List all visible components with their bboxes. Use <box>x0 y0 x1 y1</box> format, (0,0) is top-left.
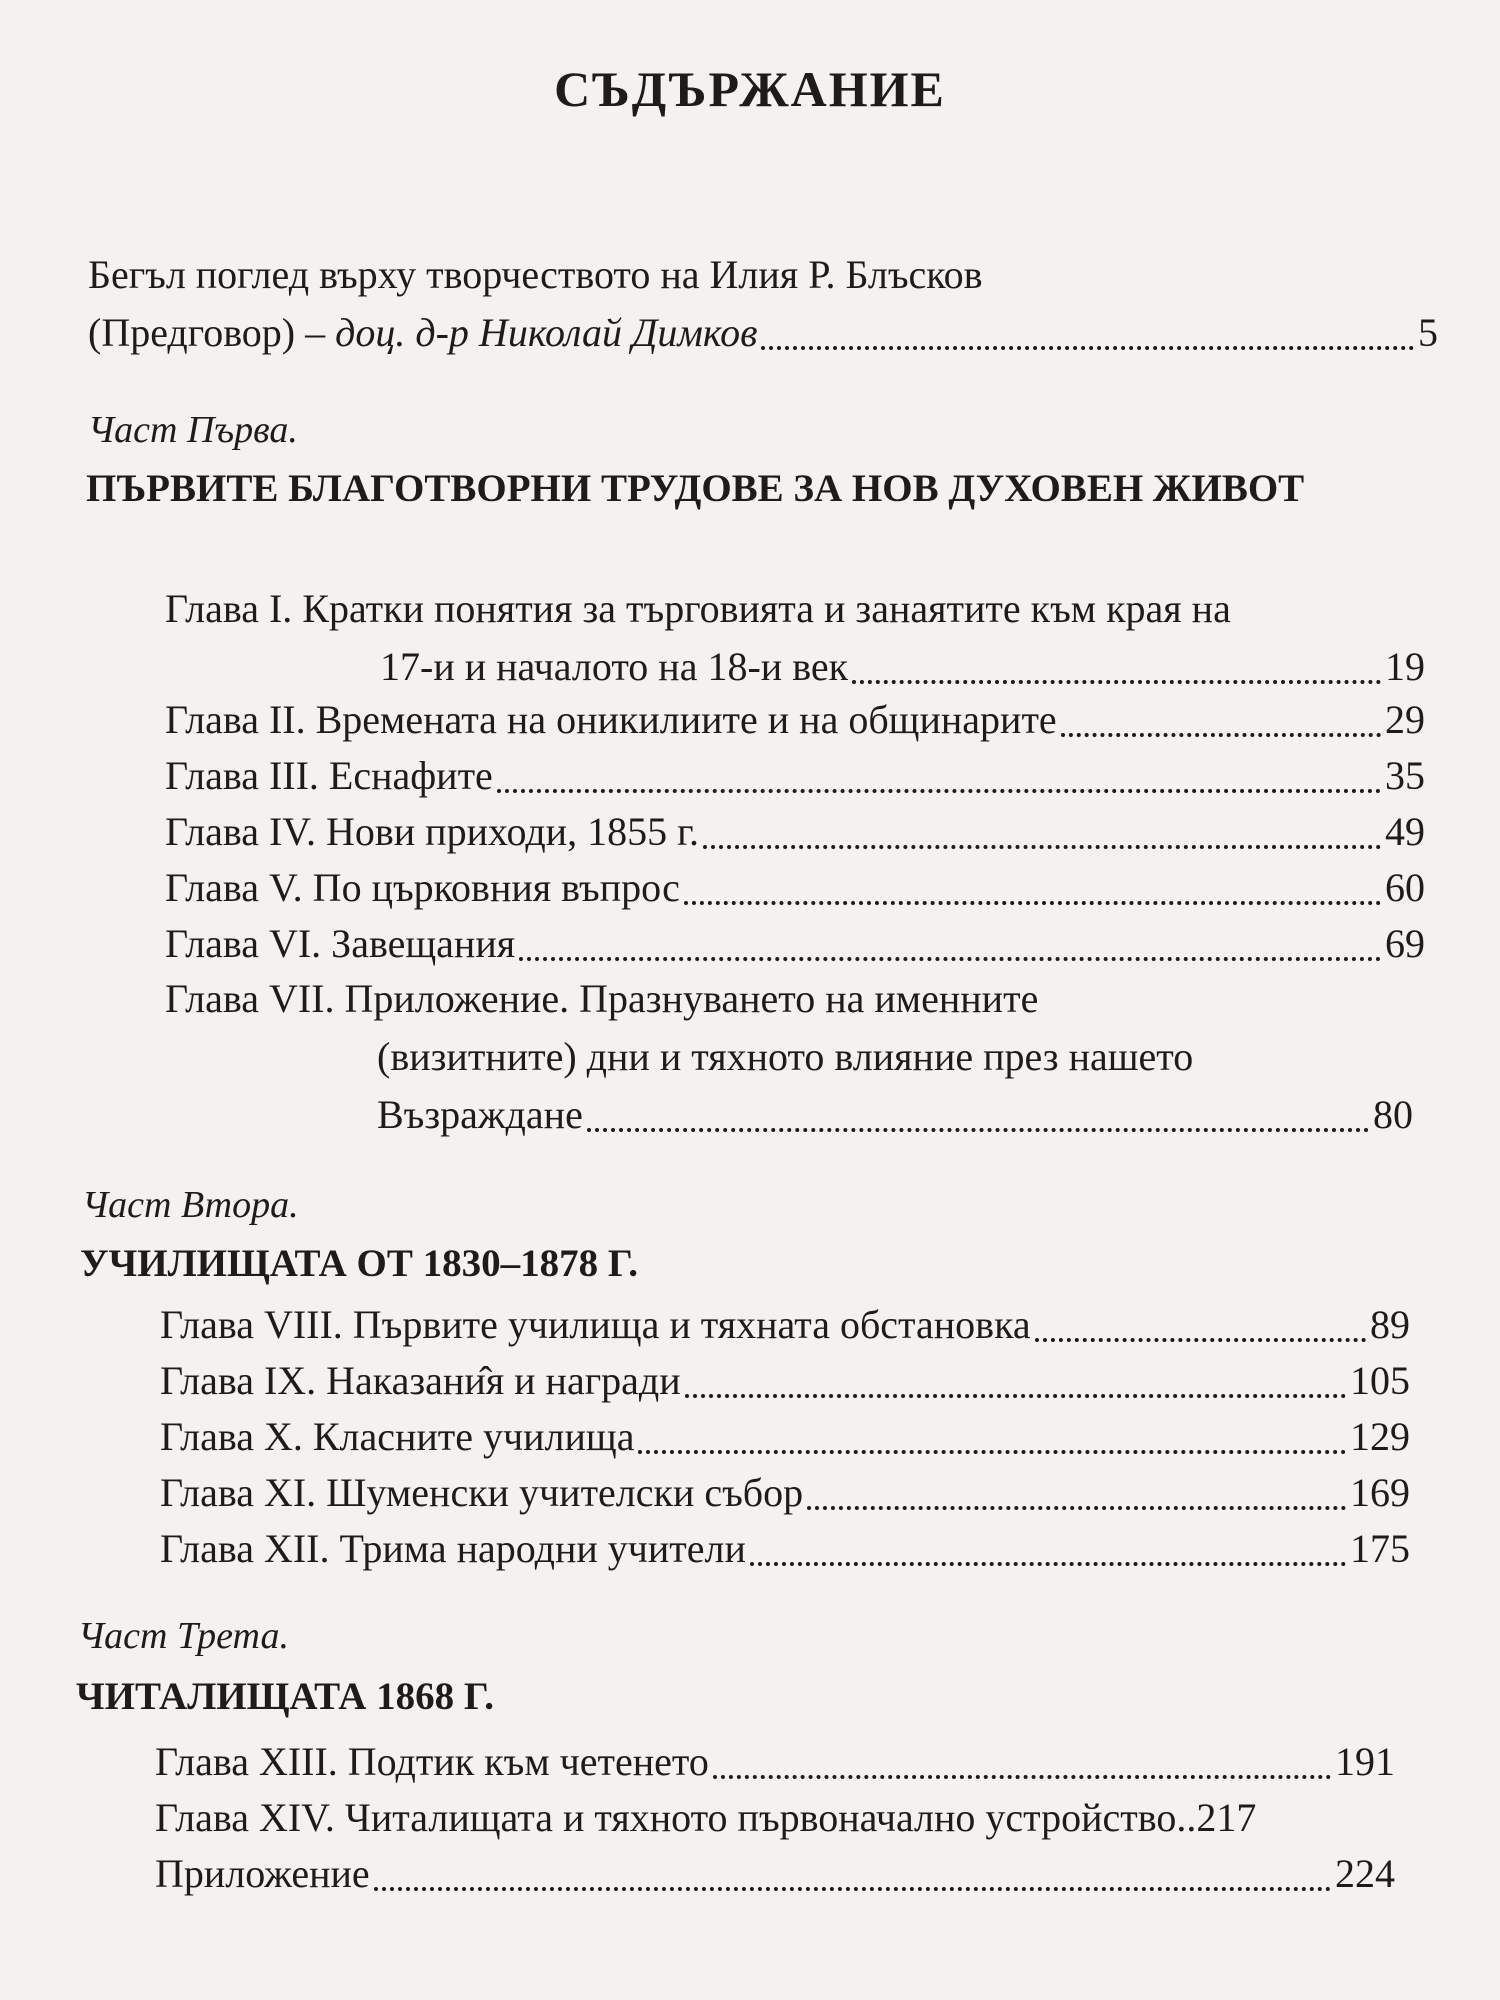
leader-dots <box>685 1394 1346 1398</box>
toc-entry <box>165 691 1425 749</box>
page-number: 80 <box>1373 1092 1413 1137</box>
toc-entry <box>165 915 1425 973</box>
page-number: 29 <box>1385 697 1425 742</box>
toc-entry <box>160 1520 1410 1578</box>
page-number: 49 <box>1385 809 1425 854</box>
chapter-label: Глава IV. Нови приходи, 1855 г. <box>165 809 699 854</box>
page-number: 217 <box>1196 1795 1257 1840</box>
page-number: 175 <box>1350 1526 1410 1571</box>
toc-entry <box>165 747 1425 805</box>
toc-entry <box>165 859 1425 917</box>
toc-entry <box>160 1464 1410 1522</box>
leader-dots <box>684 901 1381 905</box>
chapter-label: Глава V. По църковния въпрос <box>165 865 680 910</box>
part-label: Част Първа. <box>88 409 298 451</box>
chapter-label: Глава XIII. Подтик към четенето <box>155 1739 709 1784</box>
chapter-label: Глава I. Кратки понятия за търговията и занаятите към края на <box>165 586 1231 631</box>
page-number: 19 <box>1385 644 1425 689</box>
chapter-label: Глава X. Класните училища <box>160 1414 635 1459</box>
chapter-label: Глава II. Времената на оникилиите и на общинарите <box>165 697 1057 742</box>
page-number: 105 <box>1350 1358 1410 1403</box>
toc-entry <box>160 1296 1410 1354</box>
preface-author: доц. д-р Николай Димков <box>335 310 758 355</box>
page-number: 224 <box>1335 1851 1395 1896</box>
part-label: Част Втора. <box>82 1184 299 1226</box>
chapter-label: Глава IX. Наказани̂я и награди <box>160 1358 681 1403</box>
toc-entry <box>165 580 1425 696</box>
toc-entry <box>155 1789 1395 1847</box>
chapter-label: Глава XII. Трима народни учители <box>160 1526 746 1571</box>
leader-dots <box>713 1775 1331 1779</box>
toc-entry <box>165 803 1425 861</box>
leader-dots <box>497 789 1381 793</box>
chapter-label-cont: (визитните) дни и тяхното влияние през нашето <box>377 1034 1194 1079</box>
chapter-label: Глава VI. Завещания <box>165 921 516 966</box>
page-number: 129 <box>1350 1414 1410 1459</box>
toc-entry <box>160 1352 1410 1410</box>
chapter-label-cont: Възраждане <box>377 1092 583 1137</box>
toc-entry <box>155 1733 1395 1791</box>
part-title: ЧИТАЛИЩАТА 1868 Г. <box>76 1675 495 1718</box>
chapter-label: Глава XIV. Читалищата и тяхното първоначално устройство.. <box>155 1795 1197 1840</box>
leader-dots <box>1035 1338 1366 1342</box>
chapter-label: Глава VII. Приложение. Празнуването на именните <box>165 976 1039 1021</box>
preface-line-1: Бегъл поглед върху творчеството на Илия Р. Блъсков <box>88 252 983 297</box>
chapter-label-cont: 17-и и началото на 18-и век <box>380 644 849 689</box>
chapter-label: Приложение <box>155 1851 370 1896</box>
page-number: 89 <box>1370 1302 1410 1347</box>
leader-dots <box>703 845 1381 849</box>
chapter-label: Глава XI. Шуменски учителски събор <box>160 1470 804 1515</box>
leader-dots <box>750 1562 1346 1566</box>
preface-entry <box>88 246 1438 362</box>
part-title: УЧИЛИЩАТА ОТ 1830–1878 Г. <box>80 1242 639 1285</box>
chapter-label: Глава VIII. Първите училища и тяхната обстановка <box>160 1302 1031 1347</box>
page-number: 69 <box>1385 921 1425 966</box>
toc-entry <box>160 1408 1410 1466</box>
leader-dots <box>638 1450 1346 1454</box>
preface-line-2: (Предговор) – <box>88 310 326 355</box>
page-number: 60 <box>1385 865 1425 910</box>
part-title: ПЪРВИТЕ БЛАГОТВОРНИ ТРУДОВЕ ЗА НОВ ДУХОВЕН ЖИВОТ <box>86 467 1305 510</box>
part-label: Част Трета. <box>78 1615 289 1657</box>
toc-entry <box>165 970 1413 1144</box>
page-title: СЪДЪРЖАНИЕ <box>554 61 946 117</box>
leader-dots <box>587 1128 1369 1132</box>
leader-dots <box>1061 733 1381 737</box>
page-number: 5 <box>1418 310 1438 355</box>
leader-dots <box>852 680 1381 684</box>
toc-entry <box>155 1845 1395 1903</box>
chapter-label: Глава III. Еснафите <box>165 753 493 798</box>
page-number: 191 <box>1335 1739 1395 1784</box>
leader-dots <box>761 346 1414 350</box>
leader-dots <box>807 1506 1346 1510</box>
leader-dots <box>374 1887 1331 1891</box>
page-number: 35 <box>1385 753 1425 798</box>
page-number: 169 <box>1350 1470 1410 1515</box>
leader-dots <box>519 957 1381 961</box>
